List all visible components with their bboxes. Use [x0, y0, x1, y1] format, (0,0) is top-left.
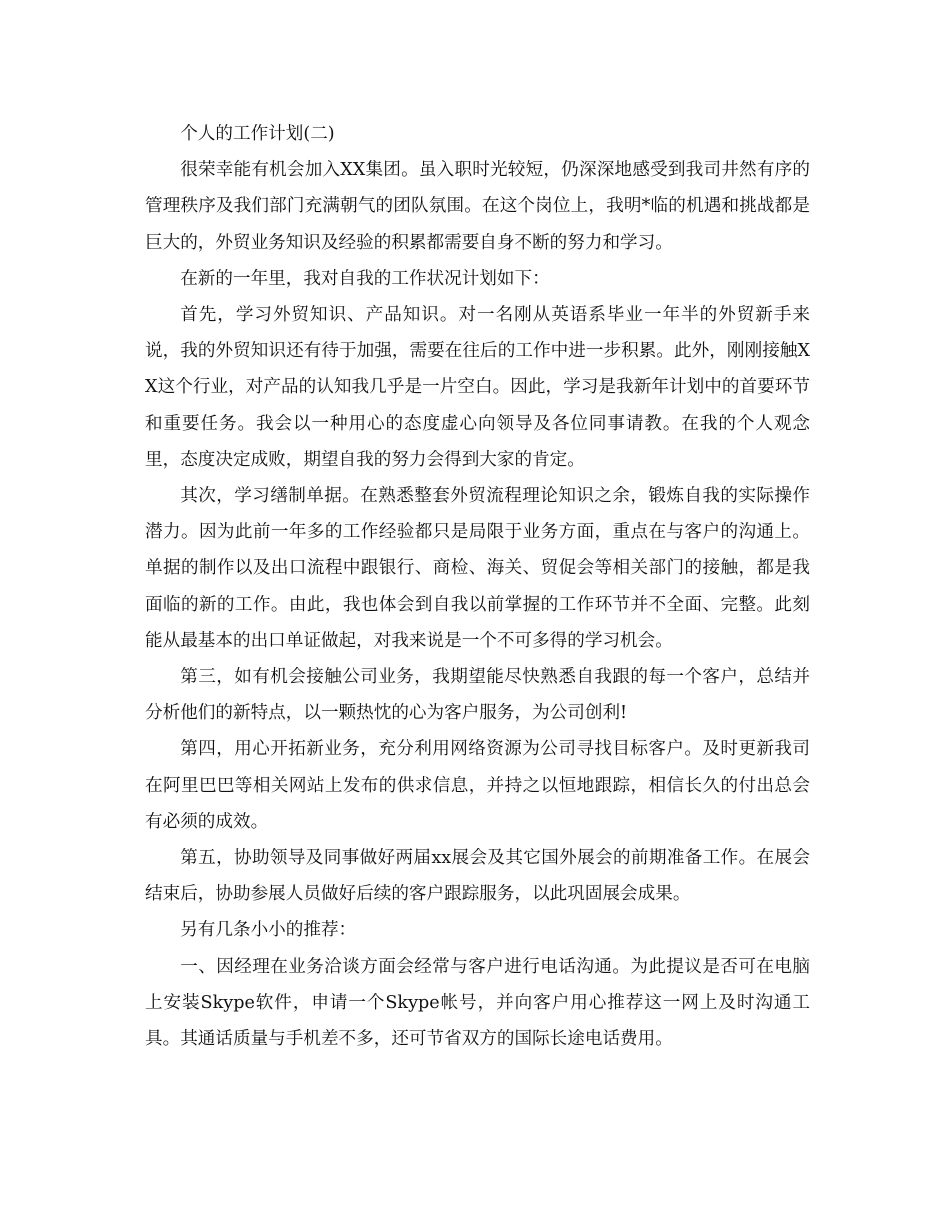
paragraph-suggestion-one: 一、因经理在业务洽谈方面会经常与客户进行电话沟通。为此提议是否可在电脑上安装Skype软件，申请一个Skype帐号，并向客户用心推荐这一网上及时沟通工具。其通话质量与手机差不多，还可节省双方的国际长途电话费用。	[145, 956, 810, 1050]
paragraph-intro: 很荣幸能有机会加入XX集团。虽入职时光较短，仍深深地感受到我司井然有序的管理秩序及我们部门充满朝气的团队氛围。在这个岗位上，我明*临的机遇和挑战都是巨大的，外贸业务知识及经验的积累都需要自身不断的努力和学习。	[145, 160, 810, 253]
paragraph-first: 首先，学习外贸知识、产品知识。对一名刚从英语系毕业一年半的外贸新手来说，我的外贸知识还有待于加强，需要在往后的工作中进一步积累。此外，刚刚接触XX这个行业，对产品的认知我几乎是一片空白。因此，学习是我新年计划中的首要环节和重要任务。我会以一种用心的态度虚心向领导及各位同事请教。在我的个人观念里，态度决定成败，期望自我的努力会得到大家的肯定。	[145, 305, 810, 470]
paragraph-suggestions-lead: 另有几条小小的推荐：	[180, 920, 357, 941]
document-page	[145, 116, 810, 1057]
paragraph-fifth: 第五，协助领导及同事做好两届xx展会及其它国外展会的前期准备工作。在展会结束后，协助参展人员做好后续的客户跟踪服务，以此巩固展会成果。	[145, 848, 810, 905]
paragraph-second: 其次，学习缮制单据。在熟悉整套外贸流程理论知识之余，锻炼自我的实际操作潜力。因为此前一年多的工作经验都只是局限于业务方面，重点在与客户的沟通上。单据的制作以及出口流程中跟银行、商检、海关、贸促会等相关部门的接触，都是我面临的新的工作。由此，我也体会到自我以前掌握的工作环节并不全面、完整。此刻能从最基本的出口单证做起，对我来说是一个不可多得的学习机会。	[145, 486, 810, 651]
paragraph-fourth: 第四，用心开拓新业务，充分利用网络资源为公司寻找目标客户。及时更新我司在阿里巴巴等相关网站上发布的供求信息，并持之以恒地跟踪，相信长久的付出总会有必须的成效。	[145, 739, 810, 832]
paragraph-third: 第三，如有机会接触公司业务，我期望能尽快熟悉自我跟的每一个客户，总结并分析他们的新特点，以一颗热忱的心为客户服务，为公司创利!	[145, 667, 810, 724]
document-title: 个人的工作计划(二)	[180, 124, 335, 144]
paragraph-plan-lead: 在新的一年里，我对自我的工作状况计划如下：	[180, 268, 550, 289]
